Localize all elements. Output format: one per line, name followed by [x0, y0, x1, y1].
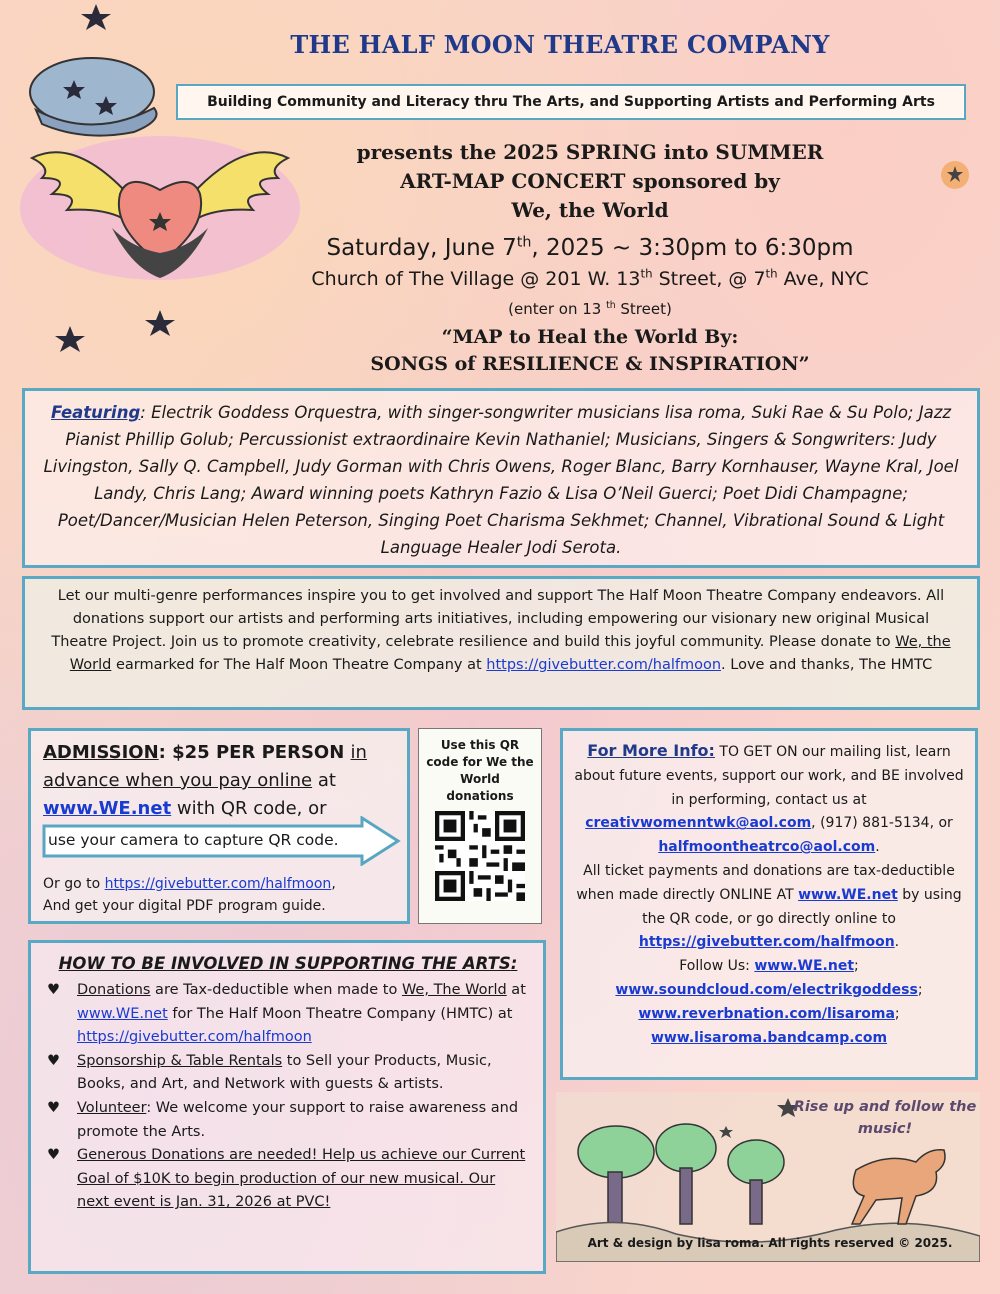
page-title: THE HALF MOON THEATRE COMPANY [290, 30, 830, 59]
more-info-box [560, 728, 978, 1080]
admission-text [43, 739, 395, 767]
rise-up-caption: Rise up and follow the music! [793, 1099, 977, 1137]
follow-us-label: Follow Us: [679, 958, 755, 975]
enter-suffix: th [606, 300, 616, 311]
enter-text: (enter on 13 [508, 300, 607, 318]
we-net-link-3[interactable]: www.WE.net [754, 958, 855, 975]
involved-heading-text: HOW TO BE INVOLVED IN SUPPORTING THE ARTS [58, 954, 511, 973]
how-to-be-involved-box [28, 940, 546, 1274]
featuring-box [22, 388, 980, 568]
heart-bullet-icon: ♥ [47, 1052, 60, 1069]
info-phone: , (917) 881-5134, or [811, 815, 953, 832]
star-icon [55, 326, 85, 352]
we-the-world-link[interactable]: We, the World [69, 634, 951, 673]
event-motto [210, 324, 970, 378]
more-info-heading: For More Info: [587, 741, 715, 760]
program-guide-text: And get your digital PDF program guide. [43, 898, 326, 914]
venue-suffix-2: th [765, 266, 778, 281]
givebutter-link-4[interactable]: https://givebutter.com/halfmoon [77, 1029, 312, 1046]
date-time: , 2025 ~ 3:30pm to 6:30pm [531, 235, 854, 261]
art-credit: Art & design by lisa roma. All rights reserved © 2025. [587, 1236, 953, 1250]
date-text: Saturday, June 7 [326, 235, 517, 261]
list-item [45, 1097, 531, 1144]
involved-list [45, 979, 531, 1215]
invite-text-2: earmarked for The Half Moon Theatre Company at [111, 657, 487, 673]
we-net-link[interactable]: www.WE.net [43, 798, 172, 819]
admission-online [43, 873, 395, 895]
semicolon: ; [854, 958, 859, 975]
admission-qr-text: with QR code, or [171, 798, 327, 819]
qr-camera-instruction: use your camera to capture QR code. [48, 831, 339, 849]
sponsorship-text: to Sell your Products, Music, Books, and Art, and Network with guests & artists. [77, 1052, 492, 1093]
sponsorship-label: Sponsorship & Table Rentals [77, 1052, 283, 1069]
venue-text: Church of The Village @ 201 W. 13 [311, 268, 641, 290]
event-venue [210, 264, 970, 294]
semicolon-3: ; [894, 1005, 900, 1022]
bandcamp-link[interactable]: www.lisaroma.bandcamp.com [650, 1029, 888, 1046]
admission-advance: advance when you pay online [43, 770, 313, 791]
invite-text: Let our multi-genre performances inspire you to get involved and support The Half Moon Theatre Company endeavors. All donations support our artists and performing arts initiatives, including empowering our visionary new original Musical Theatre Project. Join us to promote creativity, celebrate resilience and build this joyful community. Please donate to [51, 588, 945, 650]
tagline-text: Building Community and Literacy thru The Arts, and Supporting Artists and Performing Arts [207, 94, 935, 110]
featuring-label: Featuring [50, 403, 141, 422]
heart-bullet-icon: ♥ [47, 1099, 60, 1116]
presents-line-1: presents the 2025 SPRING into SUMMER [356, 140, 824, 164]
info-text: TO GET ON our mailing list, learn about future events, support our work, and BE involved in performing, contact us at [574, 744, 964, 808]
generous-donations-text: Generous Donations are needed! Help us achieve our Current Goal of $10K to begin production of our new musical. Our next event is Jan. 31, 2026 at PVC! [77, 1147, 526, 1211]
donations-text-3: for The Half Moon Theatre Company (HMTC) at [167, 1005, 513, 1022]
hat-illustration [14, 0, 184, 140]
we-net-link-2[interactable]: www.WE.net [798, 886, 898, 903]
featuring-text: : Electrik Goddess Orquestra, with singer-songwriter musicians lisa roma, Suki Rae & Su Polo; Jazz Pianist Phillip Golub; Percussionist extraordinaire Kevin Nathaniel; Musicians, Singers & Songwriters: Judy Livingston, Sally Q. Campbell, Judy Gorman with Chris Owens, Roger Blanc, Barry Kornhauser, Wayne Kral, Joel Landy, Chris Lang; Award winning poets Kathryn Fazio & Lisa O’Neil Guerci; Poet Didi Champagne; Poet/Dancer/Musician Helen Peterson, Singing Poet Charisma Sekhmet; Channel, Vibrational Sound & Light Language Healer Jodi Serota. [43, 403, 959, 557]
tagline [176, 84, 966, 120]
volunteer-label: Volunteer [77, 1099, 147, 1116]
period: . [875, 839, 880, 856]
motto-line-2: SONGS of RESILIENCE & INSPIRATION” [370, 353, 810, 375]
star-icon [145, 310, 175, 336]
qr-label: Use this QR code for We the World donations [426, 738, 534, 803]
donations-label: Donations [77, 982, 151, 998]
volunteer-text: : We welcome your support to raise awareness and promote the Arts. [77, 1099, 519, 1140]
list-item [45, 1144, 531, 1215]
motto-line-1: “MAP to Heal the World By: [441, 326, 739, 348]
qr-code-box [418, 728, 542, 924]
list-item [45, 979, 531, 1050]
heart-bullet-icon: ♥ [47, 1147, 60, 1164]
we-the-world-link-2[interactable]: We, The World [401, 982, 507, 998]
heart-bullet-icon: ♥ [47, 982, 60, 998]
soundcloud-link[interactable]: www.soundcloud.com/electrikgoddess [615, 981, 918, 998]
venue-city: Ave, NYC [777, 268, 869, 290]
admission-label: ADMISSION [43, 742, 159, 763]
venue-street: Street, @ 7 [652, 268, 766, 290]
email-link-1[interactable]: creativwomenntwk@aol.com [585, 815, 812, 832]
admission-at: at [312, 770, 336, 791]
star-icon [81, 4, 111, 30]
event-presents [250, 138, 930, 225]
comma: , [331, 876, 336, 892]
donations-text: are Tax-deductible when made to [150, 982, 402, 998]
givebutter-link-3[interactable]: https://givebutter.com/halfmoon [638, 934, 895, 951]
givebutter-link-2[interactable]: https://givebutter.com/halfmoon [104, 876, 332, 892]
donations-text-2: at [506, 982, 526, 998]
info-tax-text: All ticket payments and donations are tax-deductible when made directly ONLINE AT [576, 862, 955, 903]
admission-text-2 [43, 767, 395, 795]
admission-price: : $25 PER PERSON [158, 742, 351, 763]
invite-signoff: . Love and thanks, The HMTC [721, 657, 933, 673]
period-2: . [894, 934, 900, 951]
enter-street: Street) [615, 300, 672, 318]
info-online-text: by using the QR code, or go directly online to [642, 886, 962, 927]
orange-star-icon [930, 150, 980, 200]
email-link-2[interactable]: halfmoontheatrco@aol.com [658, 839, 876, 856]
venue-entrance [210, 296, 970, 322]
date-suffix: th [516, 234, 532, 251]
involved-heading [45, 951, 531, 977]
or-go-text: Or go to [43, 876, 105, 892]
givebutter-link[interactable]: https://givebutter.com/halfmoon [486, 657, 722, 673]
we-net-link-4[interactable]: www.WE.net [77, 1005, 168, 1022]
admission-in: in [350, 742, 367, 763]
semicolon-2: ; [917, 981, 923, 998]
presents-line-2: ART-MAP CONCERT sponsored by [400, 169, 780, 193]
event-date [210, 232, 970, 264]
stars-decoration [40, 300, 200, 370]
sponsor-name: We, the World [511, 198, 669, 222]
qr-code-icon[interactable] [435, 811, 525, 901]
colon: : [510, 954, 518, 973]
list-item [45, 1050, 531, 1097]
invite-box [22, 576, 980, 710]
reverbnation-link[interactable]: www.reverbnation.com/lisaroma [638, 1005, 895, 1022]
venue-suffix: th [640, 266, 653, 281]
